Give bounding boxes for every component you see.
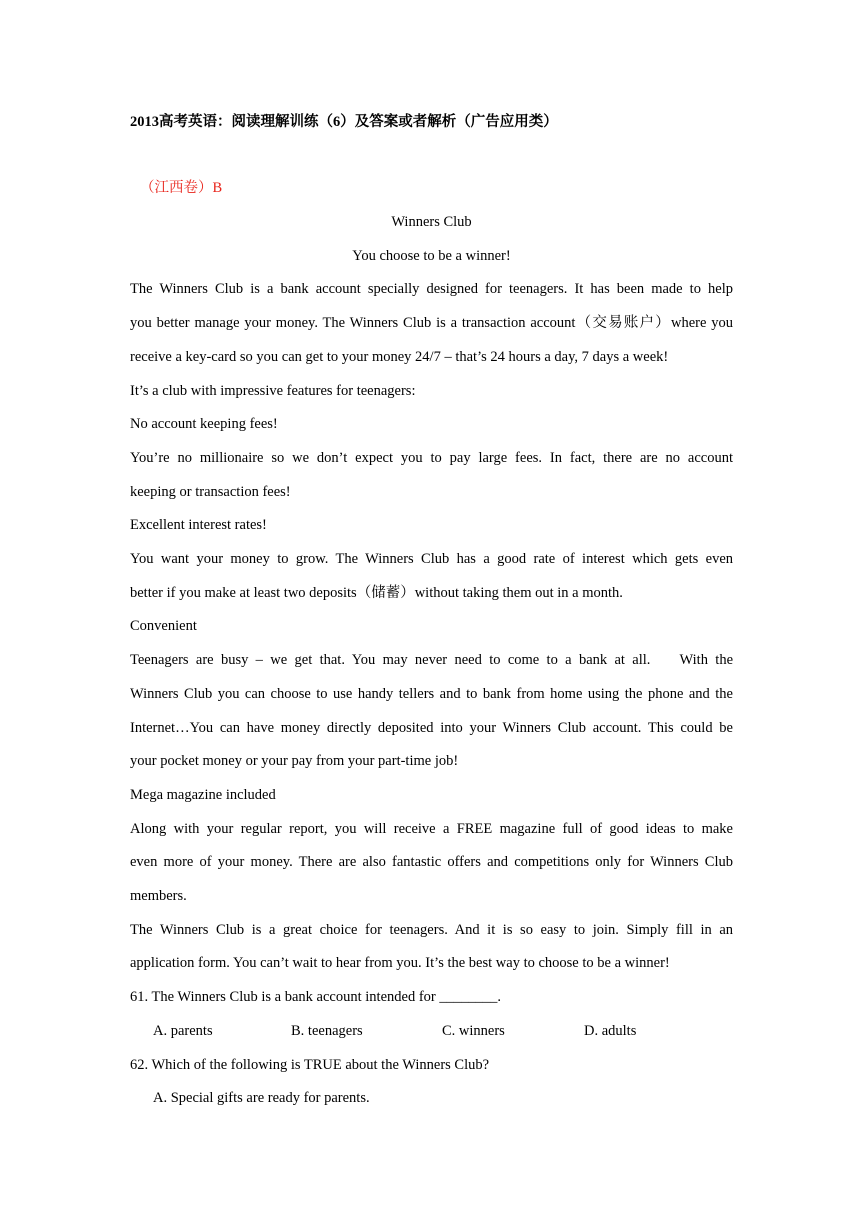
question-61: 61. The Winners Club is a bank account intended for ________.	[130, 989, 501, 1006]
paragraph-line: You want your money to grow. The Winners Club has a good rate of interest which gets even	[130, 551, 733, 568]
article-heading: Winners Club	[391, 214, 472, 230]
option-d: D. adults	[584, 1022, 637, 1039]
question-61-options	[130, 1015, 733, 1049]
article-body	[130, 206, 733, 1116]
article-subheading: You choose to be a winner!	[352, 247, 511, 264]
feature-title: Convenient	[130, 618, 197, 635]
paragraph-line: Winners Club you can choose to use handy tellers and to bank from home using the phone and the	[130, 685, 733, 702]
paragraph-line: Teenagers are busy – we get that. You may never need to come to a bank at all. With the	[130, 652, 733, 669]
paragraph-line: even more of your money. There are also fantastic offers and competitions only for Winners Club	[130, 854, 733, 871]
paragraph-line: It’s a club with impressive features for teenagers:	[130, 382, 416, 399]
option-c: C. winners	[442, 1022, 505, 1039]
paragraph-line: The Winners Club is a bank account specially designed for teenagers. It has been made to help	[130, 281, 733, 298]
paragraph-line: You’re no millionaire so we don’t expect you to pay large fees. In fact, there are no account	[130, 449, 733, 466]
paragraph-line: The Winners Club is a great choice for teenagers. And it is so easy to join. Simply fill in an	[130, 921, 733, 938]
document-title: 2013高考英语：阅读理解训练（6）及答案或者解析（广告应用类）	[130, 114, 558, 130]
question-62: 62. Which of the following is TRUE about the Winners Club?	[130, 1056, 490, 1073]
source-label: （江西卷）B	[140, 180, 223, 196]
paragraph-line: Internet…You can have money directly deposited into your Winners Club account. This could be	[130, 719, 733, 736]
option-b: B. teenagers	[291, 1022, 363, 1039]
option-a: A. Special gifts are ready for parents.	[153, 1090, 370, 1107]
paragraph-line: receive a key-card so you can get to your money 24/7 – that’s 24 hours a day, 7 days a week!	[130, 348, 669, 365]
paragraph-line: application form. You can’t wait to hear from you. It’s the best way to choose to be a winner!	[130, 955, 670, 972]
paragraph-line: members.	[130, 888, 187, 905]
feature-title: No account keeping fees!	[130, 416, 278, 433]
feature-title: Mega magazine included	[130, 786, 276, 803]
paragraph-line: better if you make at least two deposits（储蓄）without taking them out in a month.	[130, 584, 623, 601]
option-a: A. parents	[153, 1022, 213, 1039]
paragraph-line: you better manage your money. The Winners Club is a transaction account（交易账户）where you	[130, 315, 733, 332]
paragraph-line: your pocket money or your pay from your part-time job!	[130, 753, 459, 770]
paragraph-line: keeping or transaction fees!	[130, 483, 291, 500]
paragraph-line: Along with your regular report, you will receive a FREE magazine full of good ideas to make	[130, 820, 733, 837]
feature-title: Excellent interest rates!	[130, 517, 267, 534]
